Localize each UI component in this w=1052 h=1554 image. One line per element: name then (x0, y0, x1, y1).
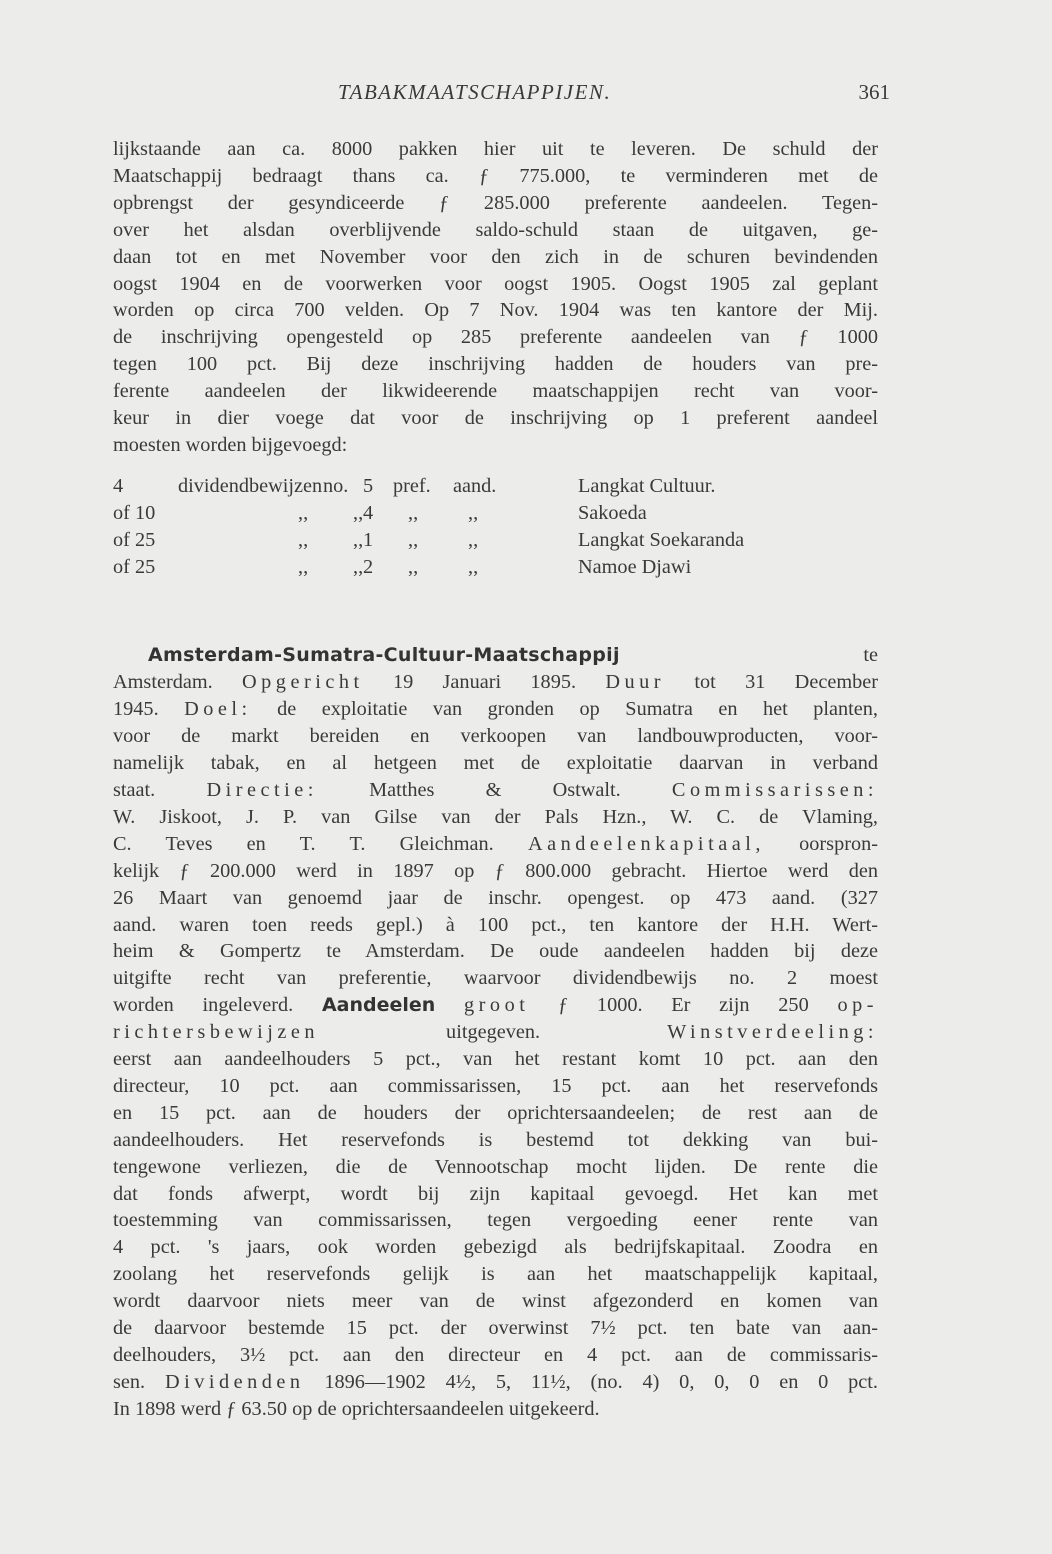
table-cell-item: ,, (298, 555, 309, 578)
spaced-keyword: groot (464, 994, 530, 1017)
table-cell-item: dividendbewijzen (178, 474, 323, 497)
text-line: oogst 1904 en de voorwerken voor oogst 1905. Oogst 1905 zal geplant (113, 272, 878, 295)
document-page (113, 80, 890, 1423)
text-line: aandeelhouders. Het reservefonds is bestemd tot dekking van bui- (113, 1128, 878, 1151)
text-line: zoolang het reservefonds gelijk is aan het maatschappelijk kapitaal, (113, 1263, 878, 1286)
spaced-keyword: richtersbewijzen (113, 1021, 320, 1044)
text-line: lijkstaande aan ca. 8000 pakken hier uit te leveren. De schuld der (113, 138, 878, 160)
table-row (113, 500, 878, 527)
table-cell-aand: ,, (468, 501, 479, 524)
text-line: daan tot en met November voor den zich in de schuren bevindenden (113, 245, 878, 268)
table-cell-count: of 10 (113, 501, 156, 524)
table-cell-company: Namoe Djawi (578, 555, 692, 578)
table-cell-company: Langkat Soekaranda (578, 528, 745, 551)
table-row (113, 554, 878, 581)
text-line: 4 pct. 's jaars, ook worden gebezigd als bedrijfskapitaal. Zoodra en (113, 1236, 878, 1259)
text-line: deelhouders, 3½ pct. aan den directeur en 4 pct. aan de commissaris- (113, 1344, 878, 1366)
text-line: aand. waren toen reeds gepl.) à 100 pct., ten kantore der H.H. Wert- (113, 913, 878, 936)
table-cell-pref: ,, (408, 555, 419, 578)
text-line: Amsterdam. Opgericht 19 Januari 1895. Duur tot 31 December (113, 671, 878, 694)
table-cell-no: ,, (353, 501, 364, 524)
table-cell-count: of 25 (113, 555, 156, 578)
spaced-keyword: Dividenden (164, 1370, 305, 1393)
text-line: moesten worden bijgevoegd: (113, 433, 348, 456)
running-title: TABAKMAATSCHAPPIJEN. (338, 80, 612, 104)
table-cell-no: no. (323, 474, 349, 497)
text-line: worden op circa 700 velden. Op 7 Nov. 1904 was ten kantore der Mij. (113, 299, 878, 322)
table-cell-num: 2 (363, 555, 374, 578)
text-line: sen. Dividenden 1896—1902 4½, 5, 11½, (no. 4) 0, 0, 0 en 0 pct. (113, 1370, 878, 1393)
table-cell-num: 5 (363, 474, 374, 497)
table-cell-count: of 25 (113, 528, 156, 551)
text-line: eerst aan aandeelhouders 5 pct., van het restant komt 10 pct. aan den (113, 1048, 878, 1071)
text-line: tengewone verliezen, die de Vennootschap mocht lijden. De rente die (113, 1155, 878, 1178)
spaced-keyword: Doel: (184, 698, 252, 721)
text-line: de inschrijving opengesteld op 285 preferente aandeelen van ƒ 1000 (113, 326, 878, 349)
table-cell-num: 4 (363, 501, 374, 524)
spaced-keyword: Duur (605, 671, 666, 694)
company-paragraph (113, 642, 878, 1422)
spaced-keyword: op- (837, 994, 878, 1017)
bold-keyword: Aandeelen (321, 994, 436, 1017)
table-cell-aand: aand. (453, 474, 497, 497)
running-head (113, 80, 890, 110)
text-line: namelijk tabak, en al hetgeen met de exploitatie daarvan in verband (113, 752, 878, 775)
text-line: toestemming van commissarissen, tegen vergoeding eener rente van (113, 1209, 878, 1232)
text-line: uitgifte recht van preferentie, waarvoor dividendbewijs no. 2 moest (113, 967, 878, 990)
text-line: Maatschappij bedraagt thans ca. ƒ 775.000, te verminderen met de (113, 164, 878, 187)
table-cell-no: ,, (353, 555, 364, 578)
table-cell-item: ,, (298, 528, 309, 551)
table-cell-aand: ,, (468, 528, 479, 551)
spaced-keyword: Commissarissen: (671, 778, 879, 801)
table-cell-company: Sakoeda (578, 501, 647, 524)
text-line: C. Teves en T. T. Gleichman. Aandeelenkapitaal, oorspron- (113, 832, 878, 855)
text-line: de daarvoor bestemde 15 pct. der overwinst 7½ pct. ten bate van aan- (113, 1317, 878, 1340)
text-line: 26 Maart van genoemd jaar de inschr. opengest. op 473 aand. (327 (113, 886, 878, 909)
continued-paragraph (113, 136, 878, 459)
company-section (113, 642, 878, 1422)
text-line: staat. Directie: Matthes & Ostwalt. Commissarissen: (113, 778, 879, 801)
dividend-table (113, 473, 878, 581)
text-line: dat fonds afwerpt, wordt bij zijn kapitaal gevoegd. Het kan met (113, 1182, 878, 1205)
text-line: over het alsdan overblijvende saldo-schuld staan de uitgaven, ge- (113, 218, 878, 241)
page-number: 361 (858, 80, 890, 104)
text-line: heim & Gompertz te Amsterdam. De oude aandeelen hadden bij deze (113, 940, 878, 963)
text-line: directeur, 10 pct. aan commissarissen, 15 pct. aan het reservefonds (113, 1074, 878, 1097)
text-line: keur in dier voege dat voor de inschrijving op 1 preferent aandeel (113, 407, 878, 430)
text-line: en 15 pct. aan de houders der oprichtersaandeelen; de rest aan de (113, 1101, 878, 1124)
text-line: In 1898 werd ƒ 63.50 op de oprichtersaandeelen uitgekeerd. (113, 1397, 600, 1420)
spaced-keyword: Opgericht (242, 671, 364, 694)
table-cell-pref: ,, (408, 501, 419, 524)
table-cell-no: ,, (353, 528, 364, 551)
spaced-keyword: Aandeelenkapitaal, (527, 832, 765, 855)
spaced-keyword: Winstverdeeling: (667, 1021, 878, 1044)
text-line: wordt daarvoor niets meer van de winst afgezonderd en komen van (113, 1290, 878, 1313)
table-cell-num: 1 (363, 528, 374, 551)
company-name: Amsterdam-Sumatra-Cultuur-Maatschappij (148, 644, 620, 667)
table-cell-pref: pref. (393, 474, 431, 497)
table-cell-company: Langkat Cultuur. (578, 474, 716, 497)
text-line: kelijk ƒ 200.000 werd in 1897 op ƒ 800.000 gebracht. Hiertoe werd den (113, 859, 878, 882)
text-line: ferente aandeelen der likwideerende maatschappijen recht van voor- (113, 380, 878, 403)
table-cell-pref: ,, (408, 528, 419, 551)
text-line: tegen 100 pct. Bij deze inschrijving hadden de houders van pre- (113, 353, 878, 376)
table-row (113, 527, 878, 554)
spaced-keyword: Directie: (206, 778, 318, 801)
text-line: W. Jiskoot, J. P. van Gilse van der Pals Hzn., W. C. de Vlaming, (113, 805, 878, 828)
text-line: 1945. Doel: de exploitatie van gronden op Sumatra en het planten, (113, 698, 878, 721)
table-cell-count: 4 (113, 474, 124, 497)
text-line: voor de markt bereiden en verkoopen van landbouwproducten, voor- (113, 725, 878, 748)
text-line: richtersbewijzen uitgegeven. Winstverdeeling: (113, 1021, 878, 1044)
text-line: Amsterdam-Sumatra-Cultuur-Maatschappij te (148, 644, 878, 667)
table-row (113, 473, 878, 500)
text-line: opbrengst der gesyndiceerde ƒ 285.000 preferente aandeelen. Tegen- (113, 191, 878, 214)
table-cell-item: ,, (298, 501, 309, 524)
text-line: worden ingeleverd. Aandeelen groot ƒ 1000. Er zijn 250 op- (113, 994, 878, 1017)
table-cell-aand: ,, (468, 555, 479, 578)
